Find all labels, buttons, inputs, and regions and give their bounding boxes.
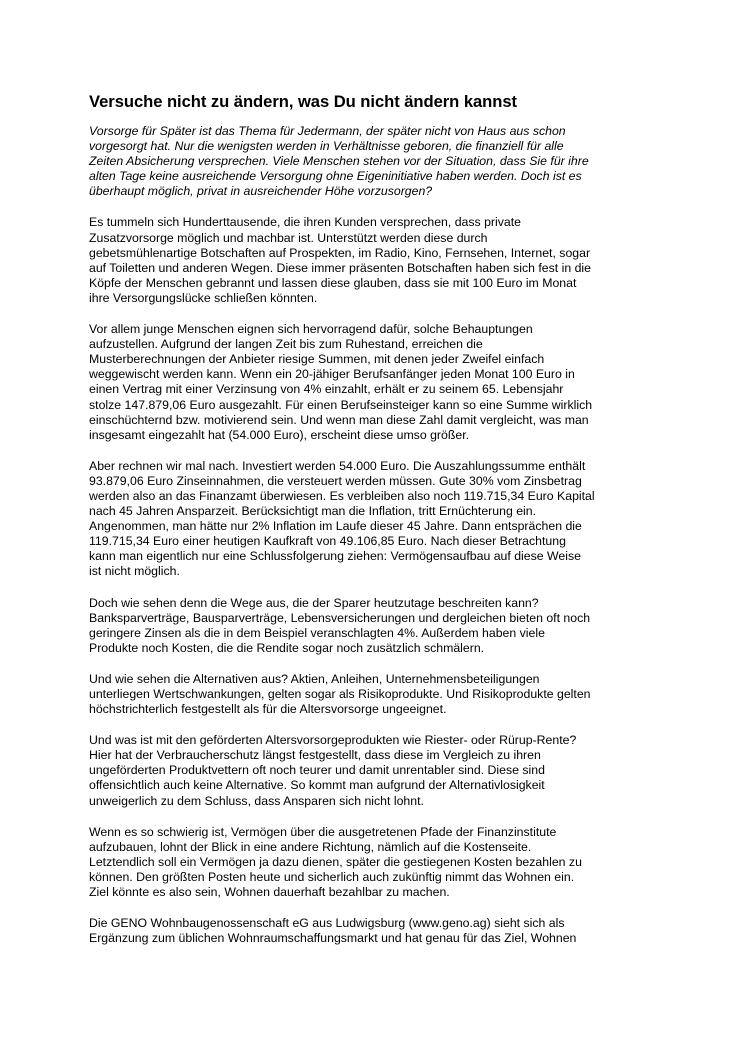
document-body <box>89 92 659 962</box>
text-line: unweigerlich zu dem Schluss, dass Ansparen sich nicht lohnt. <box>89 793 424 808</box>
text-line: Köpfe der Menschen gebrannt und lassen diese glauben, dass sie mit 100 Euro im Monat <box>89 275 577 290</box>
text-line: weggewischt werden kann. Wenn ein 20-jähiger Berufsanfänger jeden Monat 100 Euro in <box>89 367 575 382</box>
text-line: Ziel könnte es also sein, Wohnen dauerhaft bezahlbar zu machen. <box>89 885 450 900</box>
article-paragraphs <box>89 215 659 946</box>
text-line: Aber rechnen wir mal nach. Investiert werden 54.000 Euro. Die Auszahlungssumme enthält <box>89 458 586 473</box>
text-line: geringere Zinsen als die in dem Beispiel veranschlagten 4%. Außerdem haben viele <box>89 625 545 640</box>
text-line: Und was ist mit den geförderten Altersvorsorgeprodukten wie Riester- oder Rürup-Rente? <box>89 733 577 748</box>
text-line: einschüchternd bzw. motivierend sein. Und wenn man diese Zahl damit vergleicht, was man <box>89 412 589 427</box>
text-line: nach 45 Jahren Ansparzeit. Berücksichtigt man die Inflation, tritt Ernüchterung ein. <box>89 504 537 519</box>
text-line: ist nicht möglich. <box>89 564 180 579</box>
text-line: höchstrichterlich festgestellt als für die Altersvorsorge ungeeignet. <box>89 702 447 717</box>
text-line: kann man eigentlich nur eine Schlussfolgerung ziehen: Vermögensaufbau auf diese Weise <box>89 549 581 564</box>
body-paragraph <box>89 825 659 900</box>
text-line: 119.715,34 Euro einer heutigen Kaufkraft von 49.106,85 Euro. Nach dieser Betrachtung <box>89 534 566 549</box>
text-line: Die GENO Wohnbaugenossenschaft eG aus Ludwigsburg (www.geno.ag) sieht sich als <box>89 916 565 931</box>
text-line: werden also an das Finanzamt überwiesen. Es verbleiben also noch 119.715,34 Euro Kapital <box>89 488 595 503</box>
text-line: unterliegen Wertschwankungen, gelten sogar als Risikoprodukte. Und Risikoprodukte gelten <box>89 687 591 701</box>
text-line: aufzubauen, lohnt der Blick in eine andere Richtung, nämlich auf die Kostenseite. <box>89 839 532 854</box>
text-line: gebetsmühlenartige Botschaften auf Prospekten, im Radio, Kino, Fernsehen, Internet, sogar <box>89 245 591 260</box>
intro-paragraph <box>89 124 659 199</box>
text-line: Ergänzung zum üblichen Wohnraumschaffungsmarkt und hat genau für das Ziel, Wohnen <box>89 931 577 946</box>
text-line: Und wie sehen die Alternativen aus? Aktien, Anleihen, Unternehmensbeteiligungen <box>89 671 540 686</box>
text-line: ihre Versorgungslücke schließen könnten. <box>89 290 318 305</box>
text-line: offensichtlich auch keine Alternative. So kommt man aufgrund der Alternativlosigkeit <box>89 778 545 793</box>
article-title: Versuche nicht zu ändern, was Du nicht ändern kannst <box>89 92 518 111</box>
text-line: Banksparverträge, Bausparverträge, Lebensversicherungen und dergleichen bieten oft noch <box>89 610 591 625</box>
text-line: vorgesorgt hat. Nur die wenigsten werden in Verhältnisse geboren, die finanziell für alle <box>89 139 564 154</box>
text-line: Produkte noch Kosten, die die Rendite sogar noch zusätzlich schmälern. <box>89 640 485 655</box>
text-line: Vor allem junge Menschen eignen sich hervorragend dafür, solche Behauptungen <box>89 322 533 337</box>
body-paragraph <box>89 215 659 306</box>
text-line: Es tummeln sich Hunderttausende, die ihren Kunden versprechen, dass private <box>89 215 522 230</box>
body-paragraph <box>89 916 659 946</box>
text-line: Wenn es so schwierig ist, Vermögen über die ausgetretenen Pfade der Finanzinstitute <box>89 824 557 839</box>
body-paragraph <box>89 672 659 717</box>
text-line: Doch wie sehen denn die Wege aus, die der Sparer heutzutage beschreiten kann? <box>89 595 539 610</box>
text-line: ungeförderten Produktvettern oft noch teurer und damit unrentabler sind. Diese sind <box>89 763 545 778</box>
text-line: auf Toiletten und anderen Wegen. Diese immer präsenten Botschaften haben sich fest in die <box>89 260 591 275</box>
text-line: einen Vertrag mit einer Verzinsung von 4% einzahlt, erhält er zu seinem 65. Lebensjahr <box>89 382 564 397</box>
text-line: Angenommen, man hätte nur 2% Inflation im Laufe dieser 45 Jahre. Dann entsprächen die <box>89 519 582 534</box>
text-line: Zusatzvorsorge möglich und machbar ist. Unterstützt werden diese durch <box>89 230 488 245</box>
text-line: alten Tage keine ausreichende Versorgung ohne Eigeninitiative haben werden. Doch ist es <box>89 169 582 184</box>
text-line: Vorsorge für Später ist das Thema für Jedermann, der später nicht von Haus aus schon <box>89 124 566 138</box>
body-paragraph <box>89 733 659 808</box>
text-line: können. Den größten Posten heute und sicherlich auch zukünftig nimmt das Wohnen ein. <box>89 869 575 884</box>
text-line: Hier hat der Verbraucherschutz längst festgestellt, dass diese im Vergleich zu ihren <box>89 748 541 763</box>
body-paragraph <box>89 322 659 443</box>
body-paragraph <box>89 459 659 580</box>
text-line: Musterberechnungen der Anbieter riesige Summen, mit denen jeder Zweifel einfach <box>89 352 545 367</box>
text-line: insgesamt eingezahlt hat (54.000 Euro), erscheint diese umso größer. <box>89 427 470 442</box>
text-line: 93.879,06 Euro Zinseinnahmen, die versteuert werden müssen. Gute 30% vom Zinsbetrag <box>89 473 582 488</box>
text-line: aufzustellen. Aufgrund der langen Zeit bis zum Ruhestand, erreichen die <box>89 337 483 352</box>
text-line: Letztendlich soll ein Vermögen ja dazu dienen, später die gestiegenen Kosten bezahlen zu <box>89 854 582 869</box>
text-line: Zeiten Absicherung versprechen. Viele Menschen stehen vor der Situation, dass Sie für ihre <box>89 154 589 169</box>
body-paragraph <box>89 596 659 656</box>
text-line: stolze 147.879,06 Euro ausgezahlt. Für einen Berufseinsteiger kann so eine Summe wirklich <box>89 397 593 412</box>
text-line: überhaupt möglich, privat in ausreichender Höhe vorzusorgen? <box>89 184 433 199</box>
